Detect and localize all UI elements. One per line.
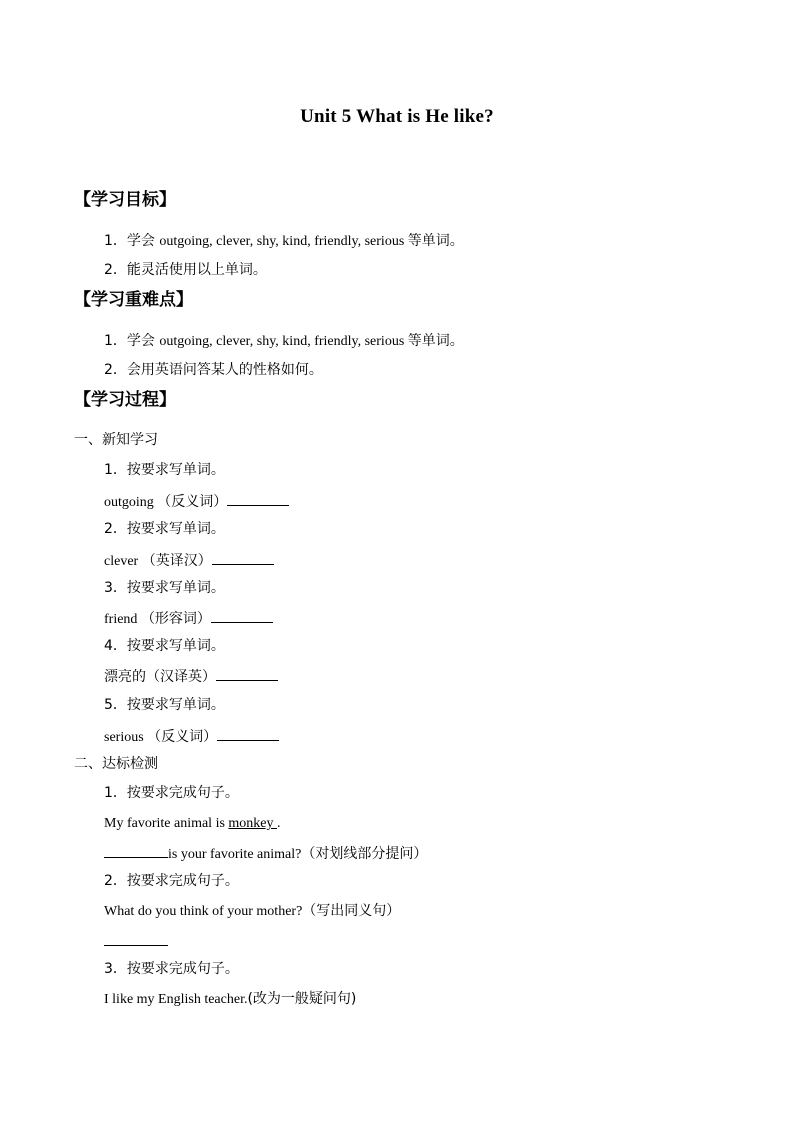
part2-task1-sentence-start: My favorite animal is — [104, 816, 229, 831]
answer-blank[interactable] — [216, 665, 278, 681]
part2-task2-sentence: What do you think of your mother? — [104, 904, 303, 919]
part1-task1-instruction: 1．按要求写单词。 — [104, 462, 225, 478]
part2-task1-sentence — [104, 814, 281, 834]
part1-title: 一、新知学习 — [74, 432, 158, 448]
part2-task2-answer-line — [104, 930, 168, 952]
keypoint-item-1-words: outgoing, clever, shy, kind, friendly, serious — [159, 334, 408, 349]
part2-task3-req: (改为一般疑问句) — [247, 991, 357, 1007]
part2-task2-req: （写出同义句） — [302, 903, 401, 919]
goal-item-1-suffix: 等单词。 — [407, 233, 464, 249]
part1-task5-instruction: 5．按要求写单词。 — [104, 697, 225, 713]
keypoint-item-2: 2．会用英语问答某人的性格如何。 — [104, 362, 323, 378]
part2-task3-sentence-line — [104, 989, 356, 1010]
part1-task1-word: outgoing — [104, 495, 158, 510]
part1-task3-req: （形容词） — [140, 611, 211, 627]
part1-task4-line — [104, 665, 278, 687]
goal-item-1-num: 1．学会 — [104, 233, 160, 249]
part1-task3-instruction: 3．按要求写单词。 — [104, 580, 225, 596]
heading-learning-process: 【学习过程】 — [74, 390, 176, 410]
heading-learning-goals: 【学习目标】 — [74, 190, 176, 210]
heading-key-points: 【学习重难点】 — [74, 290, 193, 310]
part1-task4-req: （汉译英） — [146, 669, 216, 685]
part1-task2-word: clever — [104, 554, 142, 569]
part2-task1-answer-req: （对划线部分提问） — [301, 846, 428, 862]
part1-task5-req: （反义词） — [147, 729, 218, 745]
part2-task3-instruction: 3．按要求完成句子。 — [104, 961, 239, 977]
part2-task3-sentence: I like my English teacher. — [104, 992, 248, 1007]
part2-task1-instruction: 1．按要求完成句子。 — [104, 785, 239, 801]
part2-task1-answer-line — [104, 842, 427, 865]
part2-task1-underlined-word: monkey — [228, 816, 278, 831]
page-title: Unit 5 What is He like? — [300, 106, 494, 127]
part1-task2-instruction: 2．按要求写单词。 — [104, 521, 225, 537]
part1-task5-word: serious — [104, 730, 148, 745]
part2-task2-sentence-line — [104, 901, 400, 922]
part1-task1-req: （反义词） — [157, 494, 228, 510]
part1-task2-line — [104, 549, 274, 572]
keypoint-item-1-suffix: 等单词。 — [407, 333, 464, 349]
part1-task3-word: friend — [104, 612, 141, 627]
answer-blank[interactable] — [227, 490, 289, 506]
goal-item-1 — [104, 231, 464, 252]
part2-task1-answer-text: is your favorite animal? — [168, 847, 302, 862]
part1-task2-req: （英译汉） — [141, 553, 212, 569]
part1-task5-line — [104, 725, 279, 748]
goal-item-1-words: outgoing, clever, shy, kind, friendly, serious — [159, 234, 408, 249]
part1-task4-instruction: 4．按要求写单词。 — [104, 638, 225, 654]
answer-blank[interactable] — [212, 549, 274, 565]
answer-blank[interactable] — [211, 607, 273, 623]
part1-task4-word: 漂亮的 — [104, 669, 146, 685]
answer-blank[interactable] — [104, 930, 168, 946]
part2-title: 二、达标检测 — [74, 756, 158, 772]
part1-task1-line — [104, 490, 289, 513]
answer-blank[interactable] — [217, 725, 279, 741]
part2-task1-sentence-end: . — [277, 816, 281, 831]
answer-blank[interactable] — [104, 842, 168, 858]
goal-item-2: 2．能灵活使用以上单词。 — [104, 262, 267, 278]
part1-task3-line — [104, 607, 273, 630]
keypoint-item-1-num: 1．学会 — [104, 333, 160, 349]
keypoint-item-1 — [104, 331, 464, 352]
part2-task2-instruction: 2．按要求完成句子。 — [104, 873, 239, 889]
